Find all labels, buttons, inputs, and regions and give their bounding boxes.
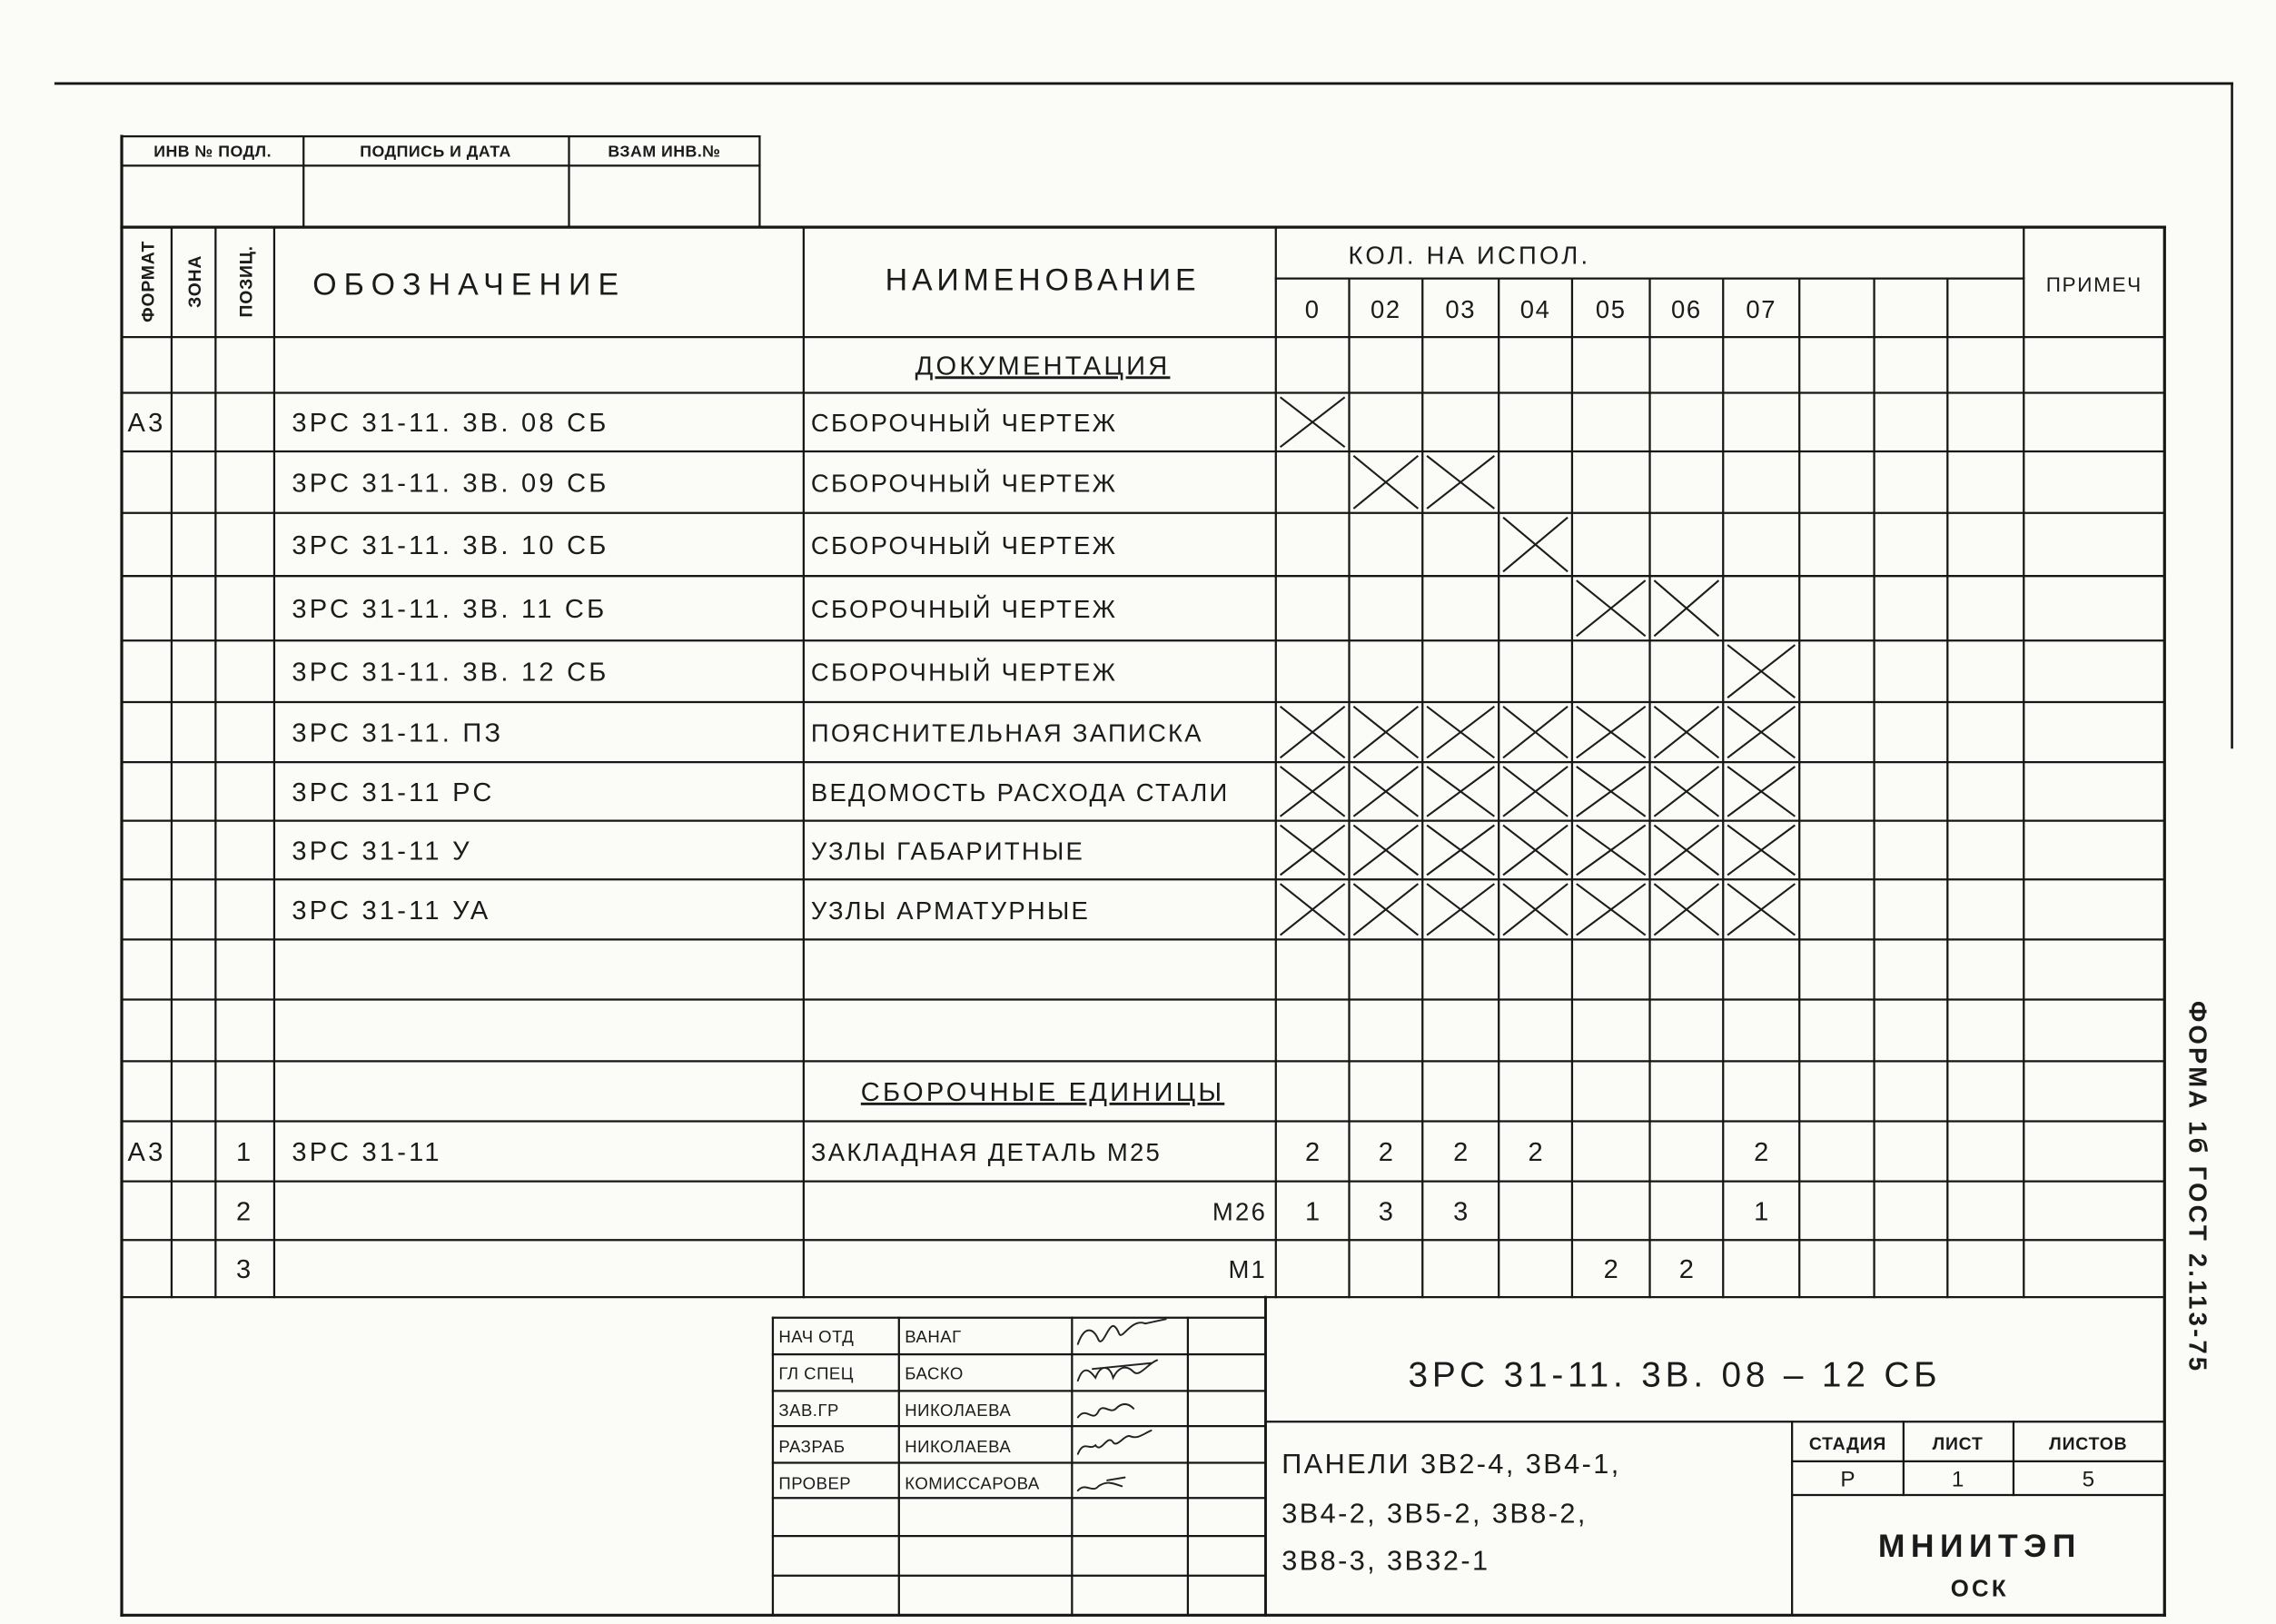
cross-mark [1727,645,1795,698]
cross-mark [1577,884,1646,935]
position-cell: 2 [235,1197,254,1227]
designation-cell: 3РС 31-11 РС [292,777,495,807]
name-cell: ВЕДОМОСТЬ РАСХОДА СТАЛИ [810,777,1230,807]
table-row [292,456,1494,509]
stage-value: Р [1840,1467,1855,1492]
table-row [236,1197,1768,1226]
table-header [139,241,2142,323]
table-row [292,884,1795,935]
name-cell: ЗАКЛАДНАЯ ДЕТАЛЬ М25 [810,1138,1163,1167]
header-format: ФОРМАТ [138,240,159,322]
variant-header: 03 [1445,295,1477,324]
designation-cell: 3РС 31-11 У [292,837,472,866]
document-designation: 3РС 31-11. 3В. 08 – 12 СБ [1408,1355,1942,1395]
cross-mark [1427,767,1494,817]
quantity-cell: 2 [1603,1255,1618,1285]
cross-mark [1427,884,1494,935]
table-row [127,1138,1768,1167]
table-row [127,397,1344,447]
signature-role: ПРОВЕР [778,1473,852,1493]
table-row [915,352,1171,381]
cross-mark [1577,707,1646,758]
cross-mark [1281,826,1345,876]
cross-mark [1654,767,1718,817]
header-kol-na-ispol: КОЛ. НА ИСПОЛ. [1348,241,1591,270]
section-title: СБОРОЧНЫЕ ЕДИНИЦЫ [860,1077,1225,1107]
cross-mark [1503,826,1568,876]
designation-cell: 3РС 31-11. 3В. 11 СБ [292,595,608,625]
cross-mark [1727,826,1795,876]
name-cell: СБОРОЧНЫЙ ЧЕРТЕЖ [810,595,1118,624]
product-line: 3В8-3, 3В32-1 [1281,1545,1490,1577]
cross-mark [1353,884,1418,935]
cross-mark [1353,456,1418,509]
organization-name: МНИИТЭП [1877,1527,2082,1564]
signature-row [778,1319,1165,1346]
cross-mark [1353,826,1418,876]
cross-mark [1427,707,1494,758]
header-oboznachenie: ОБОЗНАЧЕНИЕ [312,267,627,302]
cross-mark [1727,707,1795,758]
cross-mark [1654,884,1718,935]
cross-mark [1281,397,1345,447]
product-line: 3В4-2, 3В5-2, 3В8-2, [1281,1498,1588,1530]
cross-mark [1281,767,1345,817]
variant-header: 05 [1595,295,1627,324]
sheets-label: ЛИСТОВ [2049,1433,2128,1454]
signature-mark [1078,1478,1125,1491]
header-zona: ЗОНА [185,254,206,308]
designation-cell: 3РС 31-11. 3В. 09 СБ [292,469,609,499]
quantity-cell: 3 [1378,1197,1393,1227]
table-row [236,1255,1694,1284]
table-body [127,352,1795,1284]
variant-headers [1305,295,1776,323]
sheets-value: 5 [2082,1467,2095,1492]
signature-date-label: ПОДПИСЬ И ДАТА [360,142,511,161]
department-name: ОСК [1950,1576,2009,1602]
quantity-cell: 2 [1528,1138,1543,1168]
cross-mark [1577,767,1646,817]
cross-mark [1503,518,1568,572]
quantity-cell: 2 [1678,1255,1694,1285]
signature-role: ГЛ СПЕЦ [778,1363,854,1383]
name-cell: СБОРОЧНЫЙ ЧЕРТЕЖ [810,409,1118,438]
designation-cell: 3РС 31-11. 3В. 10 СБ [292,530,609,560]
quantity-cell: 2 [1453,1138,1469,1168]
cross-mark [1577,580,1646,636]
designation-cell: 3РС 31-11. 3В. 12 СБ [292,658,609,688]
cross-mark [1727,767,1795,817]
form-label: ФОРМА 1б ГОСТ 2.113-75 [2183,1000,2212,1374]
name-cell: УЗЛЫ ГАБАРИТНЫЕ [810,837,1085,866]
inventory-stamp [153,143,720,161]
designation-cell: 3РС 31-11. ПЗ [292,718,504,748]
sheet-label: ЛИСТ [1932,1433,1984,1454]
cross-mark [1503,707,1568,758]
stage-label: СТАДИЯ [1808,1433,1887,1454]
cross-mark [1427,456,1494,509]
signature-name: КОМИССАРОВА [905,1473,1040,1493]
name-cell: ПОЯСНИТЕЛЬНАЯ ЗАПИСКА [810,718,1203,748]
name-cell: СБОРОЧНЫЙ ЧЕРТЕЖ [810,658,1118,687]
cross-mark [1654,826,1718,876]
signature-name: ВАНАГ [905,1327,962,1347]
position-cell: 1 [235,1138,254,1168]
cross-mark [1281,707,1345,758]
quantity-cell: 2 [1305,1138,1321,1168]
signature-name: НИКОЛАЕВА [905,1437,1012,1457]
table-row [292,707,1795,758]
designation-cell: 3РС 31-11 УА [292,896,491,926]
sheet-value: 1 [1951,1467,1964,1492]
header-naimenovanie: НАИМЕНОВАНИЕ [885,262,1201,298]
table-row [292,645,1795,698]
variant-header: 0 [1304,295,1321,324]
inv-podl-label: ИНВ № ПОДЛ. [153,142,272,161]
signature-role: ЗАВ.ГР [778,1400,839,1420]
cross-mark [1503,884,1568,935]
table-row [292,826,1795,876]
variant-header: 07 [1746,295,1777,324]
quantity-cell: 3 [1453,1197,1469,1227]
signature-name: БАСКО [905,1363,964,1383]
cross-mark [1503,767,1568,817]
name-cell: УЗЛЫ АРМАТУРНЫЕ [810,896,1091,925]
cross-mark [1654,580,1718,636]
signature-block [778,1319,1165,1492]
signature-row [778,1361,1157,1383]
name-cell: СБОРОЧНЫЙ ЧЕРТЕЖ [810,530,1118,559]
cross-mark [1353,767,1418,817]
cross-mark [1427,826,1494,876]
quantity-cell: 1 [1305,1197,1321,1227]
vzam-inv-label: ВЗАМ ИНВ.№ [608,142,721,161]
table-row [292,580,1718,636]
quantity-cell: 2 [1378,1138,1393,1168]
signature-row [778,1431,1151,1456]
header-poz: ПОЗИЦ. [236,245,257,318]
designation-cell: 3РС 31-11 [292,1138,442,1168]
cross-mark [1577,826,1646,876]
product-line: ПАНЕЛИ 3В2-4, 3В4-1, [1281,1448,1621,1480]
signature-mark [1078,1404,1133,1418]
cross-mark [1281,884,1345,935]
cross-mark [1727,884,1795,935]
table-row [861,1078,1224,1107]
cross-mark [1654,707,1718,758]
signature-mark [1078,1361,1157,1381]
quantity-cell: 2 [1754,1138,1769,1168]
name-cell: М26 [1212,1197,1268,1226]
table-row [292,767,1795,817]
variant-header: 02 [1371,295,1401,324]
variant-header: 04 [1519,295,1551,324]
signature-role: НАЧ ОТД [778,1327,855,1347]
signature-mark [1078,1319,1166,1343]
format-cell: А3 [127,409,166,439]
section-title: ДОКУМЕНТАЦИЯ [915,352,1171,381]
name-cell: СБОРОЧНЫЙ ЧЕРТЕЖ [810,469,1118,498]
format-cell: А3 [127,1138,166,1168]
variant-header: 06 [1671,295,1702,324]
signature-role: РАЗРАБ [778,1437,846,1457]
name-cell: М1 [1228,1255,1268,1284]
signature-mark [1078,1431,1152,1454]
quantity-cell: 1 [1754,1197,1769,1227]
cross-mark [1353,707,1418,758]
signature-row [778,1401,1133,1420]
table-row [292,518,1568,572]
position-cell: 3 [235,1255,254,1285]
designation-cell: 3РС 31-11. 3В. 08 СБ [292,409,609,439]
header-primech: ПРИМЕЧ [2045,273,2142,297]
signature-name: НИКОЛАЕВА [905,1400,1012,1420]
